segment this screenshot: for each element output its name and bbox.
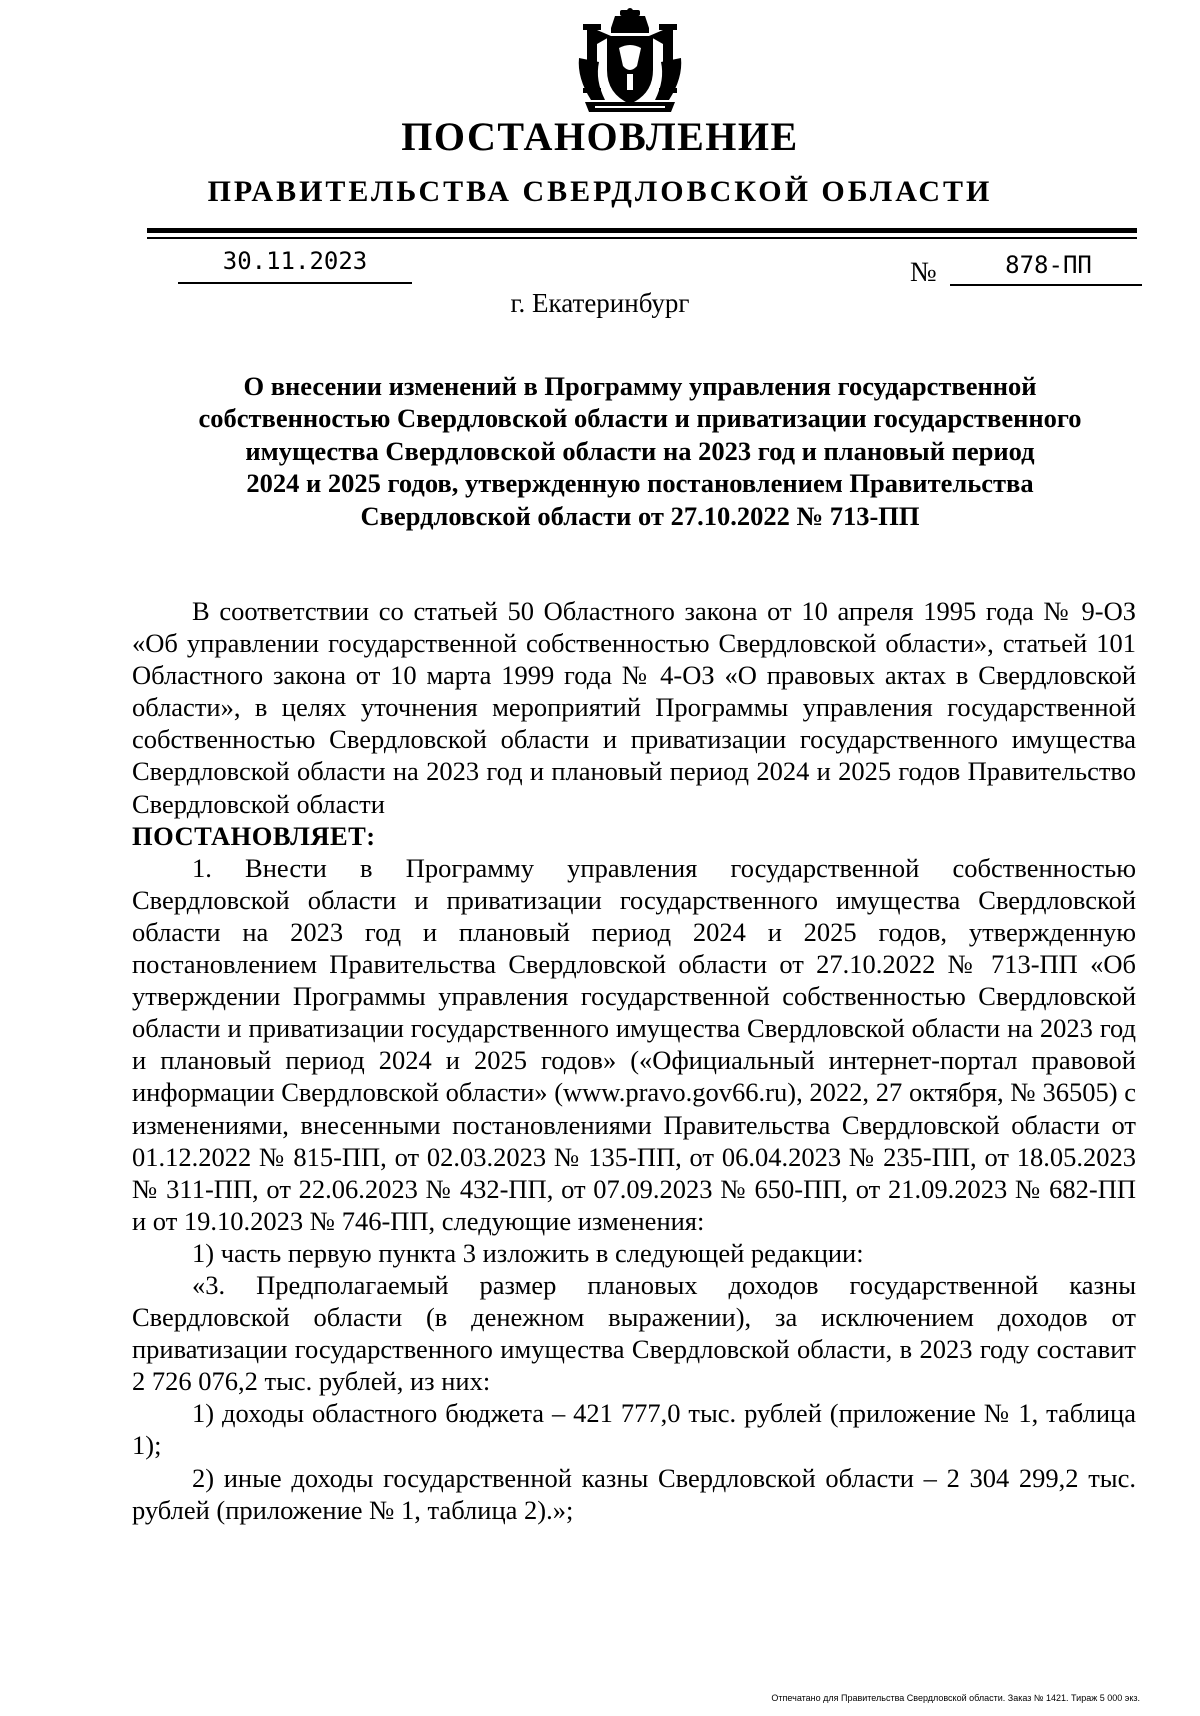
heading-line: Свердловской области от 27.10.2022 № 713-ПП xyxy=(360,500,920,531)
issuing-authority: ПРАВИТЕЛЬСТВА СВЕРДЛОВСКОЙ ОБЛАСТИ xyxy=(207,175,993,208)
coat-of-arms-emblem xyxy=(575,8,685,116)
document-type-title: ПОСТАНОВЛЕНИЕ xyxy=(401,114,799,159)
heading-line: О внесении изменений в Программу управления государственной xyxy=(243,371,1037,401)
print-imprint: Отпечатано для Правительства Свердловской области. Заказ № 1421. Тираж 5 000 экз. xyxy=(771,1693,1140,1703)
heading-line: собственностью Свердловской области и приватизации государственного xyxy=(198,403,1082,434)
document-heading xyxy=(150,370,1130,532)
heading-line: 2024 и 2025 годов, утвержденную постановлением Правительства xyxy=(246,468,1034,499)
heading-line: имущества Свердловской области на 2023 год и плановый период xyxy=(245,435,1035,466)
resolves-heading: ПОСТАНОВЛЯЕТ: xyxy=(132,820,376,851)
header-divider xyxy=(147,228,1137,233)
income-item-1: 1) доходы областного бюджета – 421 777,0 тыс. рублей (приложение № 1, таблица 1); xyxy=(132,1398,1136,1461)
date-underline xyxy=(178,282,412,284)
document-date: 30.11.2023 xyxy=(222,247,368,275)
subitem-1-paragraph: 1) часть первую пункта 3 изложить в следующей редакции: xyxy=(192,1237,864,1268)
document-body xyxy=(132,595,1136,1526)
preamble-paragraph: В соответствии со статьей 50 Областного закона от 10 апреля 1995 года № 9-ОЗ «Об управлении государственной собственностью Свердловской области», статьей 101 Областного закона от 10 марта 1999 года № 4-ОЗ «О правовых актах в Свердловской области», в целях уточнения мероприятий Программы управления государственной собственностью Свердловской области и приватизации государственного имущества Свердловской области на 2023 год и плановый период 2024 и 2025 годов Правительство Свердловской области xyxy=(132,596,1136,819)
header-divider-thin xyxy=(147,237,1137,239)
number-sign: № xyxy=(910,257,937,288)
item-1-paragraph: 1. Внести в Программу управления государственной собственностью Свердловской области и приватизации государственного имущества Свердловской области на 2023 год и плановый период 2024 и 2025 годов, утвержденную постановлением Правительства Свердловской области от 27.10.2022 № 713-ПП «Об утверждении Программы управления государственной собственностью Свердловской области и приватизации государственного имущества Свердловской области на 2023 год и плановый период 2024 и 2025 годов» («Официальный интернет-портал правовой информации Свердловской области» (www.pravo.gov66.ru), 2022, 27 октября, № 36505) с изменениями, внесенными постановлениями Правительства Свердловской области от 01.12.2022 № 815-ПП, от 02.03.2023 № 135-ПП, от 06.04.2023 № 235-ПП, от 18.05.2023 № 311-ПП, от 22.06.2023 № 432-ПП, от 07.09.2023 № 650-ПП, от 21.09.2023 № 682-ПП и от 19.10.2023 № 746-ПП, следующие изменения: xyxy=(132,852,1136,1236)
document-number: 878-ПП xyxy=(1005,251,1092,279)
income-item-2: 2) иные доходы государственной казны Свердловской области – 2 304 299,2 тыс. рублей (приложение № 1, таблица 2).»; xyxy=(132,1462,1136,1525)
city: г. Екатеринбург xyxy=(510,288,690,318)
quoted-clause-3: «3. Предполагаемый размер плановых доходов государственной казны Свердловской области (в денежном выражении), за исключением доходов от приватизации государственного имущества Свердловской области, в 2023 году составит 2 726 076,2 тыс. рублей, из них: xyxy=(132,1269,1136,1397)
